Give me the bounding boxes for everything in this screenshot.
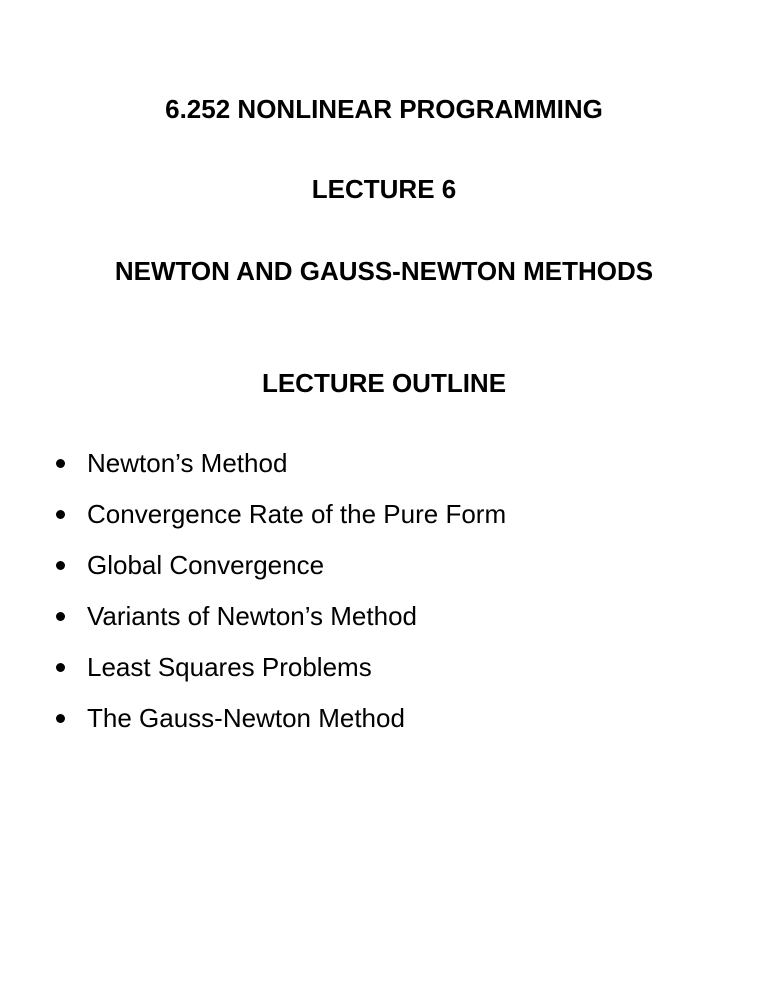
bullet-icon [56,510,65,519]
outline-heading: LECTURE OUTLINE [261,368,507,398]
outline-item [0,650,768,701]
outline-item-text: Newton’s Method [87,448,288,478]
bullet-icon [56,663,65,672]
outline-item-text: The Gauss-Newton Method [87,703,405,733]
outline-item-text: Variants of Newton’s Method [87,601,417,631]
outline-item-text: Global Convergence [87,550,325,580]
outline-item [0,599,768,650]
outline-item [0,701,768,752]
outline-item [0,497,768,548]
outline-item-text: Convergence Rate of the Pure Form [87,499,507,529]
outline-item-text: Least Squares Problems [87,652,372,682]
lecture-topic: NEWTON AND GAUSS-NEWTON METHODS [114,256,654,286]
course-title: 6.252 NONLINEAR PROGRAMMING [165,94,603,124]
bullet-icon [56,561,65,570]
outline-item [0,548,768,599]
outline-item [0,446,768,497]
lecture-number: LECTURE 6 [311,174,457,204]
outline-list [0,446,768,752]
bullet-icon [56,459,65,468]
bullet-icon [56,714,65,723]
bullet-icon [56,612,65,621]
